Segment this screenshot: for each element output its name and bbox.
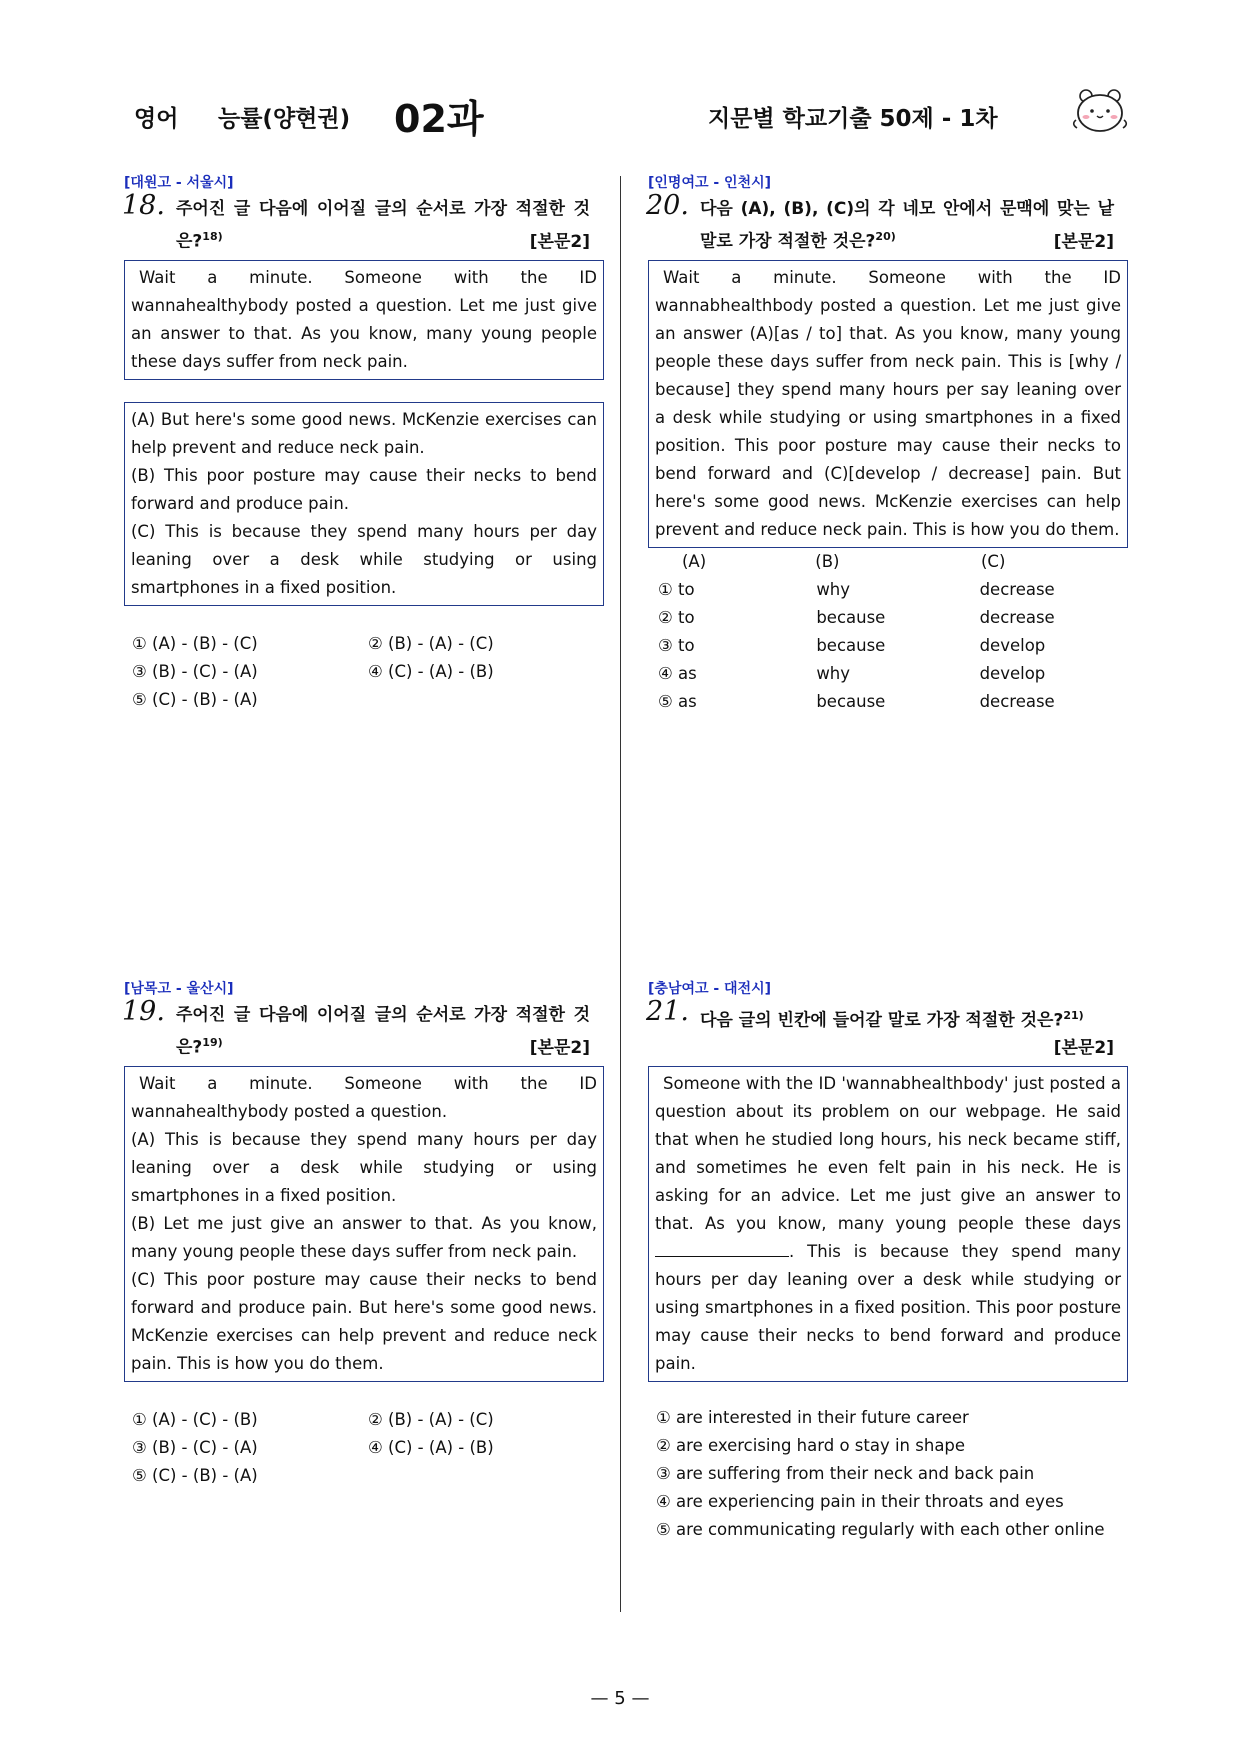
- passage-before-blank: Someone with the ID 'wannabhealthbody' just posted a question about its problem on our webpage. He said that when he studied long hours, his neck became stiff, and sometimes he even felt pain in his neck. He is asking for an advice. Let me just give an answer to that. As you know, many young people these days: [655, 1073, 1121, 1233]
- cell-b: because: [816, 607, 886, 627]
- answer-choices: [648, 1404, 1128, 1544]
- footnote-ref: 18): [202, 230, 223, 243]
- question-source: [대원고 - 서울시]: [124, 175, 234, 191]
- cell-c: decrease: [979, 691, 1055, 711]
- choice-row-5[interactable]: [648, 688, 1128, 716]
- given-passage-box: [124, 260, 604, 380]
- cell-c: develop: [979, 635, 1046, 655]
- choice-3[interactable]: ③ (B) - (C) - (A): [132, 661, 258, 681]
- cell-b: because: [816, 691, 886, 711]
- prompt-text: 다음 글의 빈칸에 들어갈 말로 가장 적절한 것은?: [700, 1010, 1064, 1031]
- choice-row-4[interactable]: [648, 660, 1128, 688]
- choice-5[interactable]: ⑤ (C) - (B) - (A): [132, 1465, 258, 1485]
- question-19: [124, 978, 604, 1490]
- choice-row-2[interactable]: [648, 604, 1128, 632]
- choice-2[interactable]: ② (B) - (A) - (C): [368, 1409, 494, 1429]
- cell-b: why: [816, 579, 851, 599]
- cell-a: ⑤ as: [658, 691, 697, 711]
- cell-a: ④ as: [658, 663, 697, 683]
- subject-label: 영어: [134, 106, 179, 132]
- prompt-text: 주어진 글 다음에 이어질 글의 순서로 가장 적절한 것은?: [176, 199, 590, 252]
- question-20: [648, 172, 1128, 716]
- question-number: 21.: [646, 996, 689, 1027]
- footnote-ref: 21): [1063, 1009, 1084, 1022]
- choice-2[interactable]: ② are exercising hard o stay in shape: [656, 1435, 966, 1455]
- part-a: (A) But here's some good news. McKenzie exercises can help prevent and reduce neck pain.: [131, 409, 597, 457]
- question-number: 18.: [122, 190, 165, 221]
- passage-box: [124, 1066, 604, 1382]
- cell-b: because: [816, 635, 886, 655]
- cell-a: ① to: [658, 579, 695, 599]
- page-header: [0, 88, 1240, 141]
- choice-4[interactable]: ④ are experiencing pain in their throats and eyes: [656, 1491, 1064, 1511]
- choice-row-3[interactable]: [648, 632, 1128, 660]
- order-parts-box: [124, 402, 604, 606]
- part-c: (C) This is because they spend many hours per day leaning over a desk while studying or using smartphones in a fixed position.: [131, 521, 597, 597]
- lesson-title: 02과: [394, 97, 484, 141]
- passage-tag: [본문2]: [529, 231, 590, 252]
- bear-mascot-icon: [1070, 86, 1130, 138]
- question-prompt: [122, 190, 604, 256]
- choice-5[interactable]: ⑤ (C) - (B) - (A): [132, 689, 258, 709]
- question-source: [충남여고 - 대전시]: [648, 981, 772, 997]
- passage-after-blank: . This is because they spend many hours per day leaning over a desk while studying or using smartphones in a fixed position. This poor posture may cause their necks to bend forward and produce pain.: [655, 1241, 1121, 1373]
- prompt-text: 주어진 글 다음에 이어질 글의 순서로 가장 적절한 것은?: [176, 1005, 590, 1058]
- choice-4[interactable]: ④ (C) - (A) - (B): [368, 1437, 494, 1457]
- cell-c: decrease: [979, 579, 1055, 599]
- passage-text: [655, 1070, 1121, 1378]
- set-title: 지문별 학교기출 50제 - 1차: [708, 106, 998, 132]
- cell-c: decrease: [979, 607, 1055, 627]
- question-prompt: [122, 996, 604, 1062]
- column-divider: [620, 176, 621, 1612]
- choice-2[interactable]: ② (B) - (A) - (C): [368, 633, 494, 653]
- question-prompt: [646, 996, 1128, 1062]
- choice-3[interactable]: ③ (B) - (C) - (A): [132, 1437, 258, 1457]
- cell-a: ③ to: [658, 635, 695, 655]
- passage-tag: [본문2]: [1053, 1037, 1114, 1058]
- passage-tag: [본문2]: [1053, 231, 1114, 252]
- answer-choices: [124, 630, 604, 714]
- question-18: [124, 172, 604, 714]
- part-a: (A) This is because they spend many hours per day leaning over a desk while studying or using smartphones in a fixed position.: [131, 1129, 597, 1205]
- cell-b: why: [816, 663, 851, 683]
- choice-1[interactable]: ① (A) - (B) - (C): [132, 633, 258, 653]
- cell-a: ② to: [658, 607, 695, 627]
- choice-1[interactable]: ① (A) - (C) - (B): [132, 1409, 258, 1429]
- page-number: — 5 —: [590, 1688, 650, 1709]
- given-passage: Wait a minute. Someone with the ID wannahealthybody posted a question.: [131, 1073, 597, 1121]
- question-source: [인명여고 - 인천시]: [648, 175, 772, 191]
- table-header: [648, 548, 1128, 576]
- choice-3[interactable]: ③ are suffering from their neck and back pain: [656, 1463, 1035, 1483]
- header-b: (B): [815, 551, 840, 571]
- answer-table: [648, 548, 1128, 716]
- passage-tag: [본문2]: [529, 1037, 590, 1058]
- passage-box: [648, 260, 1128, 548]
- textbook-label: 능률(양현권): [218, 106, 351, 132]
- choice-row-1[interactable]: [648, 576, 1128, 604]
- choice-4[interactable]: ④ (C) - (A) - (B): [368, 661, 494, 681]
- question-21: [648, 978, 1128, 1544]
- part-b: (B) This poor posture may cause their necks to bend forward and produce pain.: [131, 465, 597, 513]
- header-a: (A): [682, 551, 707, 571]
- passage-box: [648, 1066, 1128, 1382]
- question-number: 20.: [646, 190, 689, 221]
- given-passage: Wait a minute. Someone with the ID wannahealthybody posted a question. Let me just give an answer to that. As you know, many young people these days suffer from neck pain.: [131, 267, 597, 371]
- header-c: (C): [980, 551, 1006, 571]
- footnote-ref: 20): [875, 230, 896, 243]
- prompt-text: 다음 (A), (B), (C)의 각 네모 안에서 문맥에 맞는 낱말로 가장 적절한 것은?: [700, 199, 1114, 252]
- passage-text: Wait a minute. Someone with the ID wannabhealthbody posted a question. Let me just give an answer (A)[as / to] that. As you know, many young people these days suffer from neck pain. This is [why / because] they spend many hours per say leaning over a desk while studying or using smartphones in a fixed position. This poor posture may cause their necks to bend forward and (C)[develop / decrease] pain. But here's some good news. McKenzie exercises can help prevent and reduce neck pain. This is how you do them.: [655, 267, 1121, 539]
- question-number: 19.: [122, 996, 165, 1027]
- answer-choices: [124, 1406, 604, 1490]
- question-prompt: [646, 190, 1128, 256]
- part-b: (B) Let me just give an answer to that. As you know, many young people these days suffer from neck pain.: [131, 1213, 597, 1261]
- answer-blank: [655, 1242, 789, 1257]
- question-source: [남목고 - 울산시]: [124, 981, 234, 997]
- part-c: (C) This poor posture may cause their necks to bend forward and produce pain. But here's some good news. McKenzie exercises can help prevent and reduce neck pain. This is how you do them.: [131, 1269, 597, 1373]
- cell-c: develop: [979, 663, 1046, 683]
- choice-1[interactable]: ① are interested in their future career: [656, 1407, 969, 1427]
- footnote-ref: 19): [202, 1036, 223, 1049]
- choice-5[interactable]: ⑤ are communicating regularly with each other online: [656, 1519, 1105, 1539]
